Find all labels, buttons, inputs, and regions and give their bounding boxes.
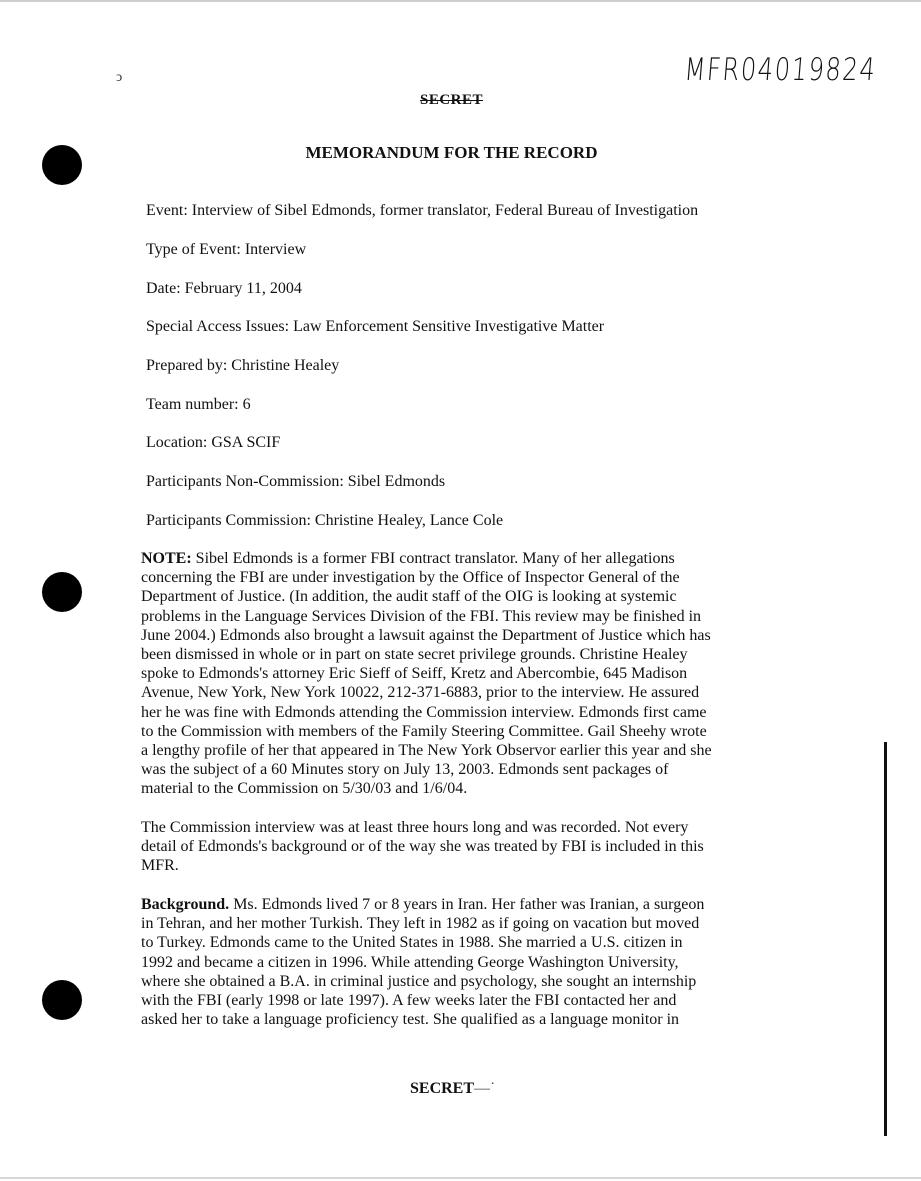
note-line: June 2004.) Edmonds also brought a lawsuit against the Department of Justice which has	[141, 626, 711, 644]
field-event: Event: Interview of Sibel Edmonds, former translator, Federal Bureau of Investigation	[146, 202, 699, 219]
field-prepared-by: Prepared by: Christine Healey	[146, 357, 340, 374]
interview-paragraph	[141, 818, 761, 876]
background-line: in Tehran, and her mother Turkish. They left in 1982 as if going on vacation but moved	[141, 915, 700, 933]
memo-title: MEMORANDUM FOR THE RECORD	[305, 143, 598, 162]
background-line: 1992 and became a citizen in 1996. While attending George Washington University,	[141, 953, 679, 971]
field-date: Date: February 11, 2004	[146, 280, 302, 297]
background-label: Background.	[141, 896, 230, 913]
scan-margin-bar	[884, 742, 887, 1136]
background-paragraph	[141, 895, 761, 1029]
note-line: to the Commission with members of the Family Steering Committee. Gail Sheehy wrote	[141, 722, 707, 740]
background-line: to Turkey. Edmonds came to the United States in 1988. She married a U.S. citizen in	[141, 934, 683, 952]
field-type-of-event: Type of Event: Interview	[146, 241, 307, 258]
note-line: was the subject of a 60 Minutes story on July 13, 2003. Edmonds sent packages of	[141, 761, 669, 779]
note-label: NOTE:	[141, 550, 192, 567]
field-special-access: Special Access Issues: Law Enforcement Sensitive Investigative Matter	[146, 318, 605, 335]
classification-marking-bottom: SECRET—˙	[410, 1080, 496, 1097]
note-line: material to the Commission on 5/30/03 and 1/6/04.	[141, 780, 468, 798]
note-line: spoke to Edmonds's attorney Eric Sieff of Seiff, Kretz and Abercombie, 645 Madison	[141, 665, 688, 683]
note-line: a lengthy profile of her that appeared in The New York Observor earlier this year and she	[141, 742, 712, 760]
background-line: asked her to take a language proficiency test. She qualified as a language monitor in	[141, 1011, 680, 1029]
background-line: where she obtained a B.A. in criminal justice and psychology, she sought an internship	[141, 972, 697, 990]
scan-edge-top	[0, 0, 921, 2]
field-participants-commission: Participants Commission: Christine Healey, Lance Cole	[146, 512, 504, 529]
note-line: concerning the FBI are under investigation by the Office of Inspector General of the	[141, 569, 680, 587]
field-participants-non-commission: Participants Non-Commission: Sibel Edmonds	[146, 473, 446, 490]
note-line: NOTE: Sibel Edmonds is a former FBI contract translator. Many of her allegations	[141, 550, 675, 567]
punch-hole-bottom	[42, 980, 82, 1020]
scan-speck-mark: ↄ	[116, 70, 123, 85]
classification-marking-top: SECRET	[419, 92, 484, 108]
background-line: Background. Ms. Edmonds lived 7 or 8 years in Iran. Her father was Iranian, a surgeon	[141, 896, 705, 913]
punch-hole-middle	[42, 572, 82, 612]
scan-edge-bottom	[0, 1177, 921, 1179]
note-paragraph	[141, 549, 761, 799]
background-line: with the FBI (early 1998 or late 1997). A few weeks later the FBI contacted her and	[141, 992, 677, 1010]
field-location: Location: GSA SCIF	[146, 434, 281, 451]
handwritten-document-id: MFR04019824	[683, 52, 878, 88]
note-line: Avenue, New York, New York 10022, 212-371-6883, prior to the interview. He assured	[141, 684, 700, 702]
note-line: been dismissed in whole or in part on state secret privilege grounds. Christine Healey	[141, 646, 688, 664]
note-line: her he was fine with Edmonds attending the Commission interview. Edmonds first came	[141, 703, 707, 721]
note-line: Department of Justice. (In addition, the audit staff of the OIG is looking at systemic	[141, 588, 677, 606]
field-team-number: Team number: 6	[146, 396, 251, 413]
note-line: problems in the Language Services Division of the FBI. This review may be finished in	[141, 607, 702, 625]
interview-line: MFR.	[141, 857, 179, 875]
interview-line: detail of Edmonds's background or of the way she was treated by FBI is included in this	[141, 838, 704, 856]
interview-line: The Commission interview was at least three hours long and was recorded. Not every	[141, 819, 689, 836]
